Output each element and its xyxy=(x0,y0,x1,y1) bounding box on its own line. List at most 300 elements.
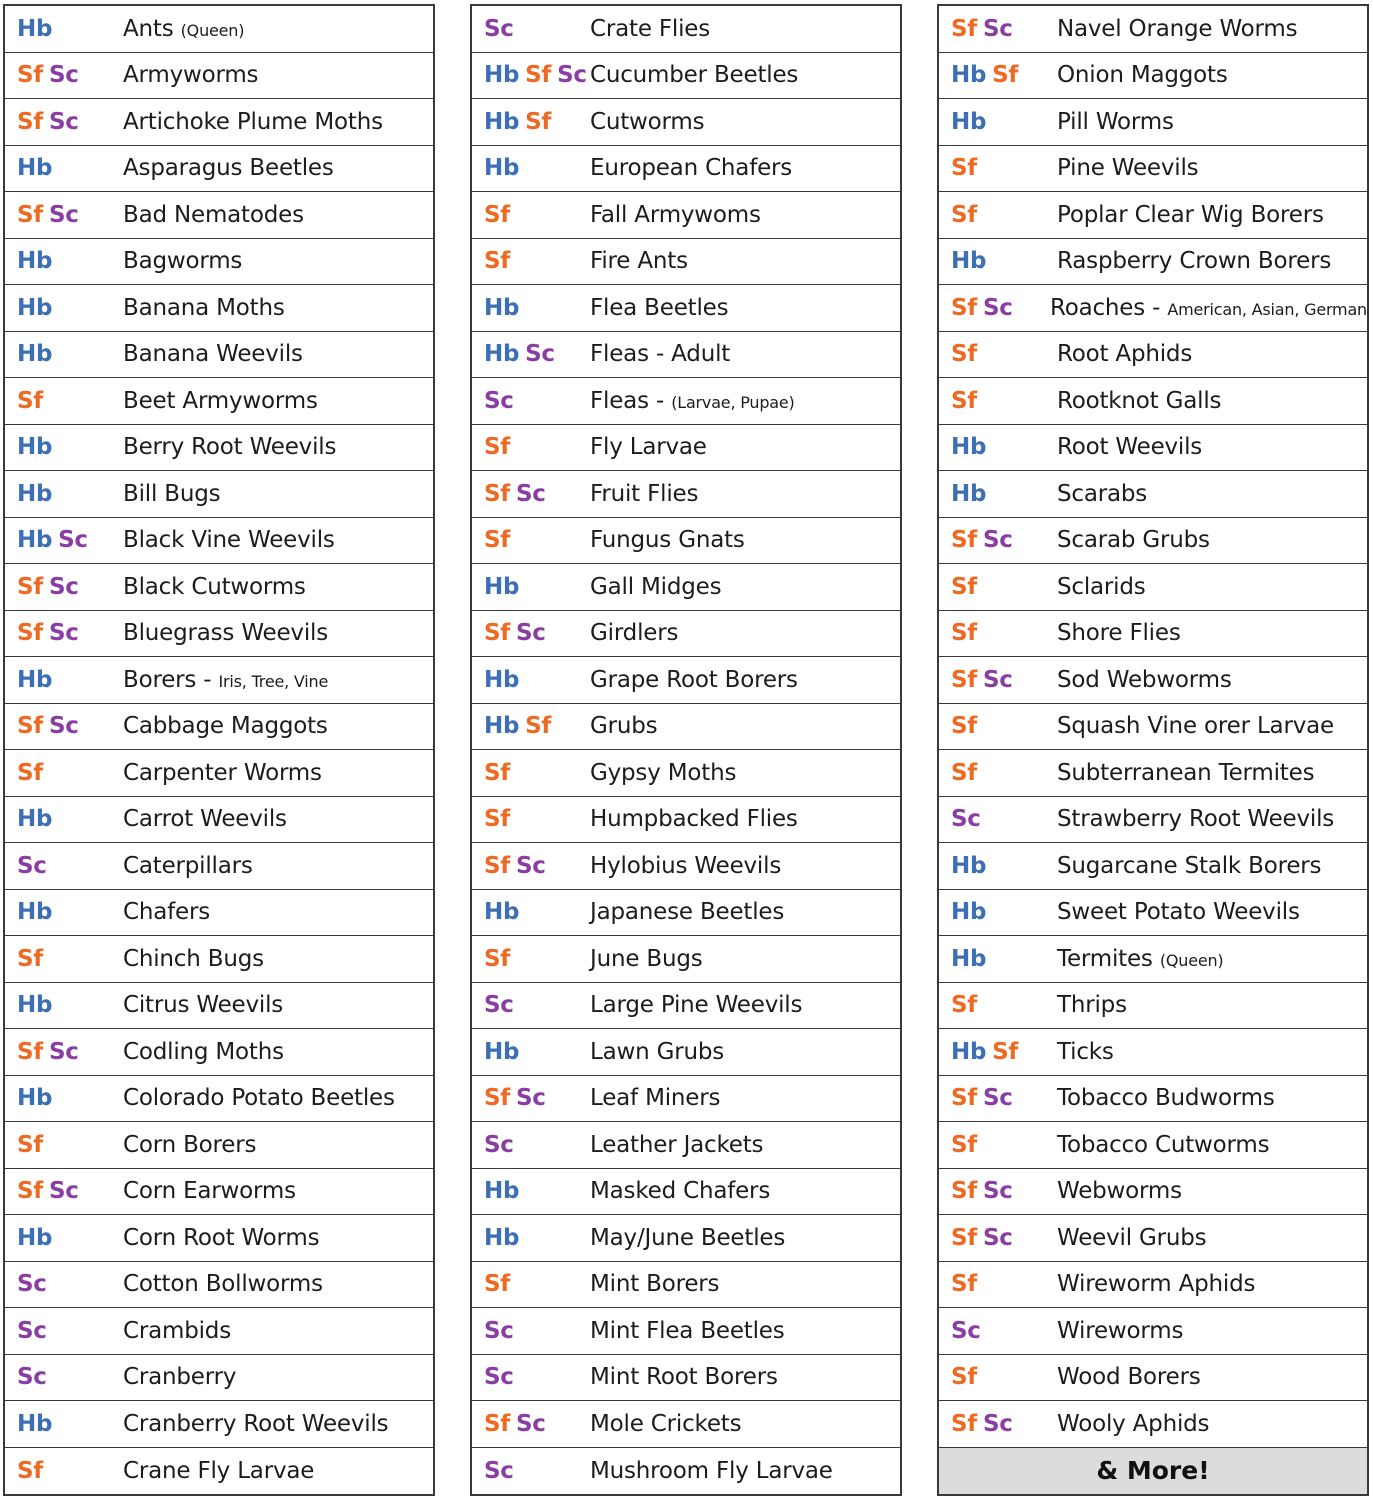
code-hb: Hb xyxy=(17,294,53,321)
treatment-codes xyxy=(939,1085,1057,1111)
treatment-codes xyxy=(939,434,1057,460)
pest-entry xyxy=(590,1085,720,1111)
code-sf: Sf xyxy=(951,1085,977,1112)
pest-name: Crambids xyxy=(123,1317,231,1344)
code-sf: Sf xyxy=(484,620,510,647)
treatment-codes xyxy=(5,109,123,135)
pest-entry xyxy=(1057,16,1297,42)
treatment-codes xyxy=(5,62,123,88)
pest-note: Iris, Tree, Vine xyxy=(218,671,329,691)
pest-name: Raspberry Crown Borers xyxy=(1057,248,1332,275)
treatment-codes xyxy=(939,760,1057,786)
table-row xyxy=(5,657,433,704)
pest-name: Grape Root Borers xyxy=(590,666,798,693)
code-sf: Sf xyxy=(17,945,43,972)
pest-name: Lawn Grubs xyxy=(590,1038,725,1065)
pest-entry xyxy=(1057,202,1324,228)
table-row xyxy=(5,471,433,518)
pest-entry xyxy=(590,1458,833,1484)
pest-name: Wooly Aphids xyxy=(1057,1410,1210,1437)
pest-name: Codling Moths xyxy=(123,1038,284,1065)
pest-entry xyxy=(590,1039,724,1065)
pest-entry xyxy=(123,202,304,228)
pest-name: Beet Armyworms xyxy=(123,387,318,414)
pest-name: Armyworms xyxy=(123,62,259,89)
code-sf: Sf xyxy=(951,759,977,786)
code-sf: Sf xyxy=(17,1131,43,1158)
pest-entry xyxy=(123,899,210,925)
code-hb: Hb xyxy=(17,155,53,182)
pest-entry xyxy=(590,992,802,1018)
code-hb: Hb xyxy=(484,899,520,926)
code-sf: Sf xyxy=(951,620,977,647)
pest-name: European Chafers xyxy=(590,155,793,182)
pest-entry xyxy=(123,341,303,367)
pest-name: Tobacco Cutworms xyxy=(1057,1131,1270,1158)
pest-entry xyxy=(590,295,728,321)
table-row xyxy=(5,99,433,146)
treatment-codes xyxy=(939,202,1057,228)
pest-entry xyxy=(590,109,704,135)
table-row xyxy=(939,890,1367,937)
table-row xyxy=(5,1448,433,1495)
code-hb: Hb xyxy=(484,108,520,135)
pest-name: Masked Chafers xyxy=(590,1178,771,1205)
treatment-codes xyxy=(5,16,123,42)
code-hb: Hb xyxy=(951,480,987,507)
table-row xyxy=(939,936,1367,983)
treatment-codes xyxy=(5,434,123,460)
code-sc: Sc xyxy=(484,387,514,414)
pest-name: Termites xyxy=(1057,945,1153,972)
pest-entry xyxy=(590,1271,719,1297)
pest-entry xyxy=(1057,155,1198,181)
treatment-codes xyxy=(472,341,590,367)
code-hb: Hb xyxy=(951,1038,987,1065)
code-hb: Hb xyxy=(17,1410,53,1437)
table-row xyxy=(939,1355,1367,1402)
code-sc: Sc xyxy=(982,1410,1013,1437)
treatment-codes xyxy=(472,1039,590,1065)
pest-name: Banana Moths xyxy=(123,294,285,321)
pest-name: Mint Borers xyxy=(590,1271,720,1298)
pest-entry xyxy=(1057,946,1223,972)
pest-name: Japanese Beetles xyxy=(590,899,785,926)
treatment-codes xyxy=(5,1225,123,1251)
treatment-codes xyxy=(939,1411,1057,1437)
treatment-codes xyxy=(939,248,1057,274)
code-sf: Sf xyxy=(951,713,977,740)
pest-name: Corn Borers xyxy=(123,1131,257,1158)
pest-name: Corn Root Worms xyxy=(123,1224,320,1251)
pest-name: Gypsy Moths xyxy=(590,759,737,786)
table-row xyxy=(472,471,900,518)
pest-name: Subterranean Termites xyxy=(1057,759,1315,786)
pest-entry xyxy=(1057,992,1127,1018)
pest-entry xyxy=(590,388,795,414)
pest-name: Humpbacked Flies xyxy=(590,806,798,833)
pest-name: Sclarids xyxy=(1057,573,1146,600)
treatment-codes xyxy=(939,1132,1057,1158)
pest-entry xyxy=(590,155,792,181)
pest-entry xyxy=(123,1178,296,1204)
table-row xyxy=(939,99,1367,146)
code-sf: Sf xyxy=(951,573,977,600)
code-sf: Sf xyxy=(951,992,977,1019)
treatment-codes xyxy=(5,1085,123,1111)
code-sc: Sc xyxy=(515,480,546,507)
pest-name: Chinch Bugs xyxy=(123,945,264,972)
code-sc: Sc xyxy=(48,201,79,228)
code-sf: Sf xyxy=(992,1038,1019,1065)
treatment-codes xyxy=(472,155,590,181)
treatment-codes xyxy=(939,109,1057,135)
code-sc: Sc xyxy=(58,527,88,554)
code-sf: Sf xyxy=(17,1178,43,1205)
pest-name: Rootknot Galls xyxy=(1057,387,1222,414)
code-hb: Hb xyxy=(17,992,53,1019)
code-sf: Sf xyxy=(17,108,43,135)
code-hb: Hb xyxy=(484,1178,520,1205)
pest-entry xyxy=(123,295,285,321)
treatment-codes xyxy=(472,1411,590,1437)
pest-entry xyxy=(1057,1411,1209,1437)
code-sc: Sc xyxy=(525,341,555,368)
code-hb: Hb xyxy=(484,62,520,89)
pest-name: Ants xyxy=(123,15,174,42)
pest-name: Webworms xyxy=(1057,1178,1182,1205)
treatment-codes xyxy=(939,620,1057,646)
treatment-codes xyxy=(5,667,123,693)
pest-entry xyxy=(590,806,798,832)
code-sf: Sf xyxy=(17,1038,43,1065)
pest-entry xyxy=(590,1225,785,1251)
table-row xyxy=(5,890,433,937)
code-sf: Sf xyxy=(484,201,510,228)
table-row xyxy=(939,1308,1367,1355)
code-sf: Sf xyxy=(484,945,510,972)
table-row xyxy=(939,471,1367,518)
pest-entry xyxy=(1057,481,1147,507)
table-row xyxy=(472,983,900,1030)
table-row xyxy=(939,285,1367,332)
pest-entry xyxy=(1057,713,1334,739)
treatment-codes xyxy=(472,946,590,972)
table-row xyxy=(939,425,1367,472)
pest-entry xyxy=(590,434,707,460)
table-row xyxy=(5,6,433,53)
treatment-codes xyxy=(939,1318,1057,1344)
treatment-codes xyxy=(939,574,1057,600)
pest-name: Wireworm Aphids xyxy=(1057,1271,1256,1298)
pest-entry xyxy=(123,1132,256,1158)
treatment-codes xyxy=(939,946,1057,972)
pest-entry xyxy=(123,1225,319,1251)
table-row xyxy=(472,890,900,937)
pest-name: Cotton Bollworms xyxy=(123,1271,323,1298)
table-row xyxy=(472,704,900,751)
table-row xyxy=(472,53,900,100)
pest-name: Fruit Flies xyxy=(590,480,699,507)
table-row xyxy=(472,797,900,844)
table-row xyxy=(472,1215,900,1262)
pest-name: Bill Bugs xyxy=(123,480,221,507)
pest-entry xyxy=(1057,341,1192,367)
pest-entry xyxy=(123,992,283,1018)
treatment-codes xyxy=(472,388,590,414)
table-row xyxy=(472,564,900,611)
pest-entry xyxy=(590,574,721,600)
pest-entry xyxy=(123,388,318,414)
more-label: & More! xyxy=(1096,1456,1210,1486)
code-sf: Sf xyxy=(484,1271,510,1298)
treatment-codes xyxy=(5,853,123,879)
pest-entry xyxy=(590,1178,770,1204)
treatment-codes xyxy=(939,481,1057,507)
code-sf: Sf xyxy=(484,806,510,833)
treatment-codes xyxy=(5,202,123,228)
table-row xyxy=(5,1215,433,1262)
pest-entry xyxy=(123,248,242,274)
pest-name: Fleas - xyxy=(590,387,665,414)
code-sc: Sc xyxy=(48,713,79,740)
table-row xyxy=(939,843,1367,890)
table-row xyxy=(5,518,433,565)
treatment-codes xyxy=(472,527,590,553)
treatment-codes xyxy=(5,760,123,786)
code-sc: Sc xyxy=(484,1131,514,1158)
code-sc: Sc xyxy=(48,1038,79,1065)
table-row xyxy=(472,1355,900,1402)
table-row xyxy=(472,6,900,53)
pest-name: Poplar Clear Wig Borers xyxy=(1057,201,1324,228)
treatment-codes xyxy=(472,1085,590,1111)
code-hb: Hb xyxy=(17,806,53,833)
pest-name: Root Weevils xyxy=(1057,434,1203,461)
code-hb: Hb xyxy=(484,1038,520,1065)
pest-entry xyxy=(123,620,328,646)
code-sc: Sc xyxy=(982,666,1013,693)
treatment-codes xyxy=(472,899,590,925)
table-row xyxy=(939,1122,1367,1169)
treatment-codes xyxy=(5,295,123,321)
pest-name: Citrus Weevils xyxy=(123,992,284,1019)
table-row xyxy=(939,146,1367,193)
code-sf: Sf xyxy=(525,108,552,135)
pest-entry xyxy=(123,713,328,739)
code-hb: Hb xyxy=(17,480,53,507)
pest-name: Cranberry Root Weevils xyxy=(123,1410,389,1437)
table-row xyxy=(472,285,900,332)
pest-entry xyxy=(590,481,698,507)
treatment-codes xyxy=(5,1039,123,1065)
treatment-codes xyxy=(939,341,1057,367)
pest-entry xyxy=(590,16,710,42)
pest-name: Squash Vine orer Larvae xyxy=(1057,713,1334,740)
code-hb: Hb xyxy=(17,666,53,693)
code-sc: Sc xyxy=(484,1317,514,1344)
pest-entry xyxy=(590,899,784,925)
code-sf: Sf xyxy=(17,573,43,600)
code-sc: Sc xyxy=(484,992,514,1019)
pest-entry xyxy=(1057,1364,1201,1390)
table-row xyxy=(939,239,1367,286)
treatment-codes xyxy=(939,295,1050,321)
pest-entry xyxy=(123,109,383,135)
table-row xyxy=(5,53,433,100)
code-hb: Hb xyxy=(484,155,520,182)
table-row xyxy=(472,1401,900,1448)
code-sf: Sf xyxy=(17,1457,43,1484)
code-sf: Sf xyxy=(951,1178,977,1205)
treatment-codes xyxy=(939,1364,1057,1390)
code-hb: Hb xyxy=(951,945,987,972)
treatment-codes xyxy=(5,713,123,739)
code-hb: Hb xyxy=(17,248,53,275)
code-hb: Hb xyxy=(951,108,987,135)
pest-entry xyxy=(123,16,244,42)
pest-name: Borers - xyxy=(123,666,212,693)
code-sf: Sf xyxy=(951,201,977,228)
code-sf: Sf xyxy=(484,852,510,879)
pest-entry xyxy=(1057,853,1321,879)
code-hb: Hb xyxy=(951,62,987,89)
treatment-codes xyxy=(939,806,1057,832)
treatment-codes xyxy=(939,853,1057,879)
table-row xyxy=(939,750,1367,797)
pest-name: Onion Maggots xyxy=(1057,62,1228,89)
pest-name: Scarab Grubs xyxy=(1057,527,1210,554)
pest-name: Pill Worms xyxy=(1057,108,1174,135)
code-hb: Hb xyxy=(17,1224,53,1251)
pest-entry xyxy=(590,202,761,228)
table-row xyxy=(939,378,1367,425)
pest-entry xyxy=(123,1318,231,1344)
table-row xyxy=(472,843,900,890)
code-sf: Sf xyxy=(951,155,977,182)
pest-name: Crane Fly Larvae xyxy=(123,1457,315,1484)
code-sf: Sf xyxy=(951,527,977,554)
table-row xyxy=(939,518,1367,565)
treatment-codes xyxy=(939,388,1057,414)
pest-name: Gall Midges xyxy=(590,573,722,600)
treatment-codes xyxy=(939,713,1057,739)
treatment-codes xyxy=(5,155,123,181)
treatment-codes xyxy=(472,713,590,739)
code-sc: Sc xyxy=(48,573,79,600)
code-sc: Sc xyxy=(48,108,79,135)
code-sc: Sc xyxy=(17,1364,47,1391)
code-sc: Sc xyxy=(484,1364,514,1391)
pest-entry xyxy=(590,946,703,972)
pest-name: Crate Flies xyxy=(590,15,711,42)
pest-entry xyxy=(1057,1132,1269,1158)
code-sf: Sf xyxy=(951,1364,977,1391)
pest-entry xyxy=(590,527,745,553)
treatment-codes xyxy=(939,899,1057,925)
pest-name: Carrot Weevils xyxy=(123,806,287,833)
code-sf: Sf xyxy=(484,480,510,507)
treatment-codes xyxy=(5,1132,123,1158)
pest-entry xyxy=(123,1364,236,1390)
pest-entry xyxy=(1057,527,1210,553)
treatment-codes xyxy=(472,760,590,786)
pest-name: Cucumber Beetles xyxy=(590,62,799,89)
code-sf: Sf xyxy=(951,294,977,321)
code-sf: Sf xyxy=(484,1085,510,1112)
pest-entry xyxy=(123,1271,323,1297)
pest-name: Flea Beetles xyxy=(590,294,729,321)
treatment-codes xyxy=(472,992,590,1018)
table-row xyxy=(5,1401,433,1448)
pest-entry xyxy=(1057,1271,1255,1297)
table-row xyxy=(939,1215,1367,1262)
table-row xyxy=(472,657,900,704)
pest-name: Fall Armywoms xyxy=(590,201,761,228)
pest-name: Thrips xyxy=(1057,992,1127,1019)
table-row xyxy=(939,611,1367,658)
treatment-codes xyxy=(939,527,1057,553)
treatment-codes xyxy=(5,620,123,646)
pest-name: Mint Flea Beetles xyxy=(590,1317,785,1344)
pest-name: Girdlers xyxy=(590,620,679,647)
treatment-codes xyxy=(472,248,590,274)
treatment-codes xyxy=(472,667,590,693)
pest-entry xyxy=(1057,388,1221,414)
treatment-codes xyxy=(939,667,1057,693)
table-row xyxy=(5,285,433,332)
treatment-codes xyxy=(5,992,123,1018)
pest-entry xyxy=(590,713,657,739)
pest-name: Large Pine Weevils xyxy=(590,992,803,1019)
pest-name: Mushroom Fly Larvae xyxy=(590,1457,833,1484)
code-sf: Sf xyxy=(951,1271,977,1298)
pest-name: Chafers xyxy=(123,899,211,926)
table-row xyxy=(472,192,900,239)
pest-name: Berry Root Weevils xyxy=(123,434,337,461)
pest-entry xyxy=(590,1364,778,1390)
table-row xyxy=(939,1029,1367,1076)
pest-note: (Queen) xyxy=(1159,950,1224,970)
pest-entry xyxy=(1057,62,1228,88)
code-sf: Sf xyxy=(951,341,977,368)
treatment-codes xyxy=(5,248,123,274)
treatment-codes xyxy=(5,899,123,925)
code-sf: Sf xyxy=(17,759,43,786)
pest-entry xyxy=(590,1411,741,1437)
treatment-codes xyxy=(472,853,590,879)
pest-name: Sugarcane Stalk Borers xyxy=(1057,852,1322,879)
treatment-codes xyxy=(472,574,590,600)
table-row xyxy=(5,564,433,611)
code-sc: Sc xyxy=(515,1410,546,1437)
pest-name: June Bugs xyxy=(590,945,703,972)
pest-name: Cabbage Maggots xyxy=(123,713,328,740)
pest-name: Tobacco Budworms xyxy=(1057,1085,1275,1112)
table-row xyxy=(939,983,1367,1030)
treatment-codes xyxy=(939,1178,1057,1204)
table-row xyxy=(5,1029,433,1076)
code-hb: Hb xyxy=(17,899,53,926)
pest-entry xyxy=(1057,1178,1182,1204)
code-hb: Hb xyxy=(17,341,53,368)
table-row xyxy=(472,1169,900,1216)
code-sf: Sf xyxy=(951,1131,977,1158)
pest-entry xyxy=(1057,667,1232,693)
table-row xyxy=(5,1169,433,1216)
code-hb: Hb xyxy=(17,15,53,42)
table-row xyxy=(472,518,900,565)
